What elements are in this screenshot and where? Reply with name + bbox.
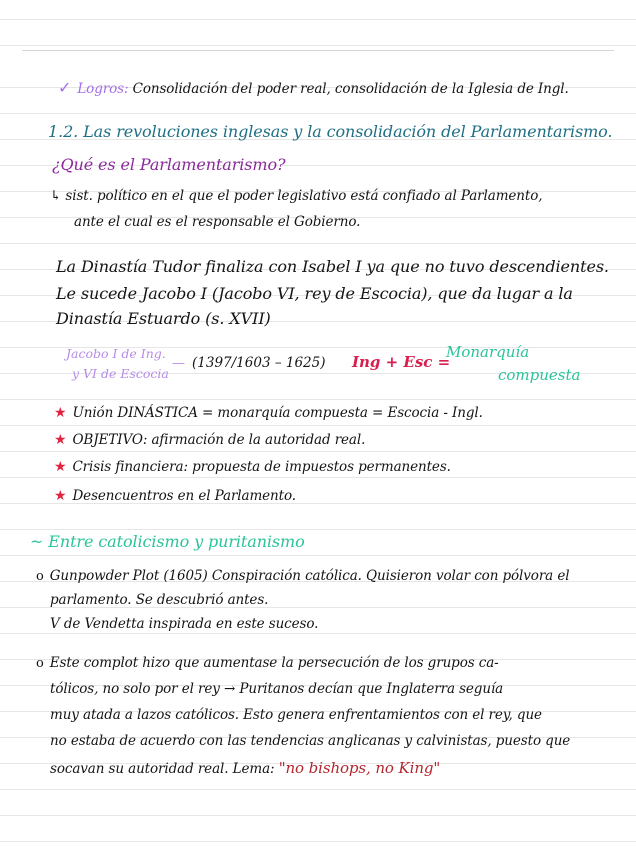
logros-label: Logros: (77, 81, 129, 97)
gunpowder-line-2: parlamento. Se descubrió antes. (50, 592, 269, 608)
star-item (54, 488, 296, 504)
gunpowder-line-3: V de Vendetta inspirada en este suceso. (50, 616, 319, 632)
star-icon: ★ (54, 432, 67, 448)
arrow-icon: ↳ (50, 188, 62, 204)
motto: "no bishops, no King" (278, 759, 441, 777)
jacobo-dates: (1397/1603 – 1625) (192, 355, 326, 371)
star-icon: ★ (54, 405, 67, 421)
question-heading: ¿Qué es el Parlamentarismo? (52, 155, 286, 174)
star-item (54, 459, 451, 475)
complot-line-2: tólicos, no solo por el rey → Puritanos decían que Inglaterra seguía (50, 681, 504, 697)
star-icon: ★ (54, 459, 67, 475)
star-item-text: OBJETIVO: afirmación de la autoridad real. (72, 432, 366, 448)
logros-line (58, 78, 569, 97)
dynasty-line-1: La Dinastía Tudor finaliza con Isabel I ya que no tuvo descendientes. (56, 257, 609, 276)
star-icon: ★ (54, 488, 67, 504)
circle-bullet-icon: o (36, 569, 44, 584)
star-item-text: Unión DINÁSTICA = monarquía compuesta = Escocia - Ingl. (72, 405, 483, 421)
compuesta-label: compuesta (498, 366, 581, 384)
check-icon: ✓ (58, 78, 72, 97)
subheading: ~ Entre catolicismo y puritanismo (30, 532, 305, 551)
definition-line-2: ante el cual es el responsable el Gobierno. (74, 214, 361, 230)
jacobo-name-line-2: y VI de Escocia (72, 366, 169, 381)
jacobo-dash: — (172, 356, 185, 371)
complot-line-3: muy atada a lazos católicos. Esto genera enfrentamientos con el rey, que (50, 707, 542, 723)
complot-line-4: no estaba de acuerdo con las tendencias anglicanas y calvinistas, puesto que (50, 733, 571, 749)
circle-bullet-icon: o (36, 656, 44, 671)
dynasty-line-2: Le sucede Jacobo I (Jacobo VI, rey de Escocia), que da lugar a la (56, 284, 573, 303)
complot-text-5: socavan su autoridad real. Lema: (50, 761, 275, 777)
top-rule (22, 50, 614, 51)
definition-text-1: sist. político en el que el poder legislativo está confiado al Parlamento, (65, 188, 543, 204)
section-title: Las revoluciones inglesas y la consolidación del Parlamentarismo. (83, 122, 613, 141)
complot-line-5 (50, 759, 440, 777)
section-heading (48, 122, 612, 141)
dynasty-line-3: Dinastía Estuardo (s. XVII) (56, 309, 271, 328)
complot-text-1: Este complot hizo que aumentase la persecución de los grupos ca- (49, 655, 499, 671)
star-item-text: Desencuentros en el Parlamento. (72, 488, 296, 504)
section-number: 1.2. (48, 122, 79, 141)
monarquia-label: Monarquía (446, 343, 530, 361)
logros-text: Consolidación del poder real, consolidación de la Iglesia de Ingl. (132, 81, 569, 97)
star-item (54, 405, 483, 421)
gunpowder-text-1: Gunpowder Plot (1605) Conspiración católica. Quisieron volar con pólvora el (49, 568, 570, 584)
gunpowder-line-1 (36, 568, 569, 584)
definition-line-1 (50, 188, 542, 204)
star-item-text: Crisis financiera: propuesta de impuestos permanentes. (72, 459, 451, 475)
star-item (54, 432, 365, 448)
complot-line-1 (36, 655, 499, 671)
jacobo-name-line-1: Jacobo I de Ing. (66, 346, 166, 361)
ing-esc-formula: Ing + Esc = (352, 353, 451, 371)
